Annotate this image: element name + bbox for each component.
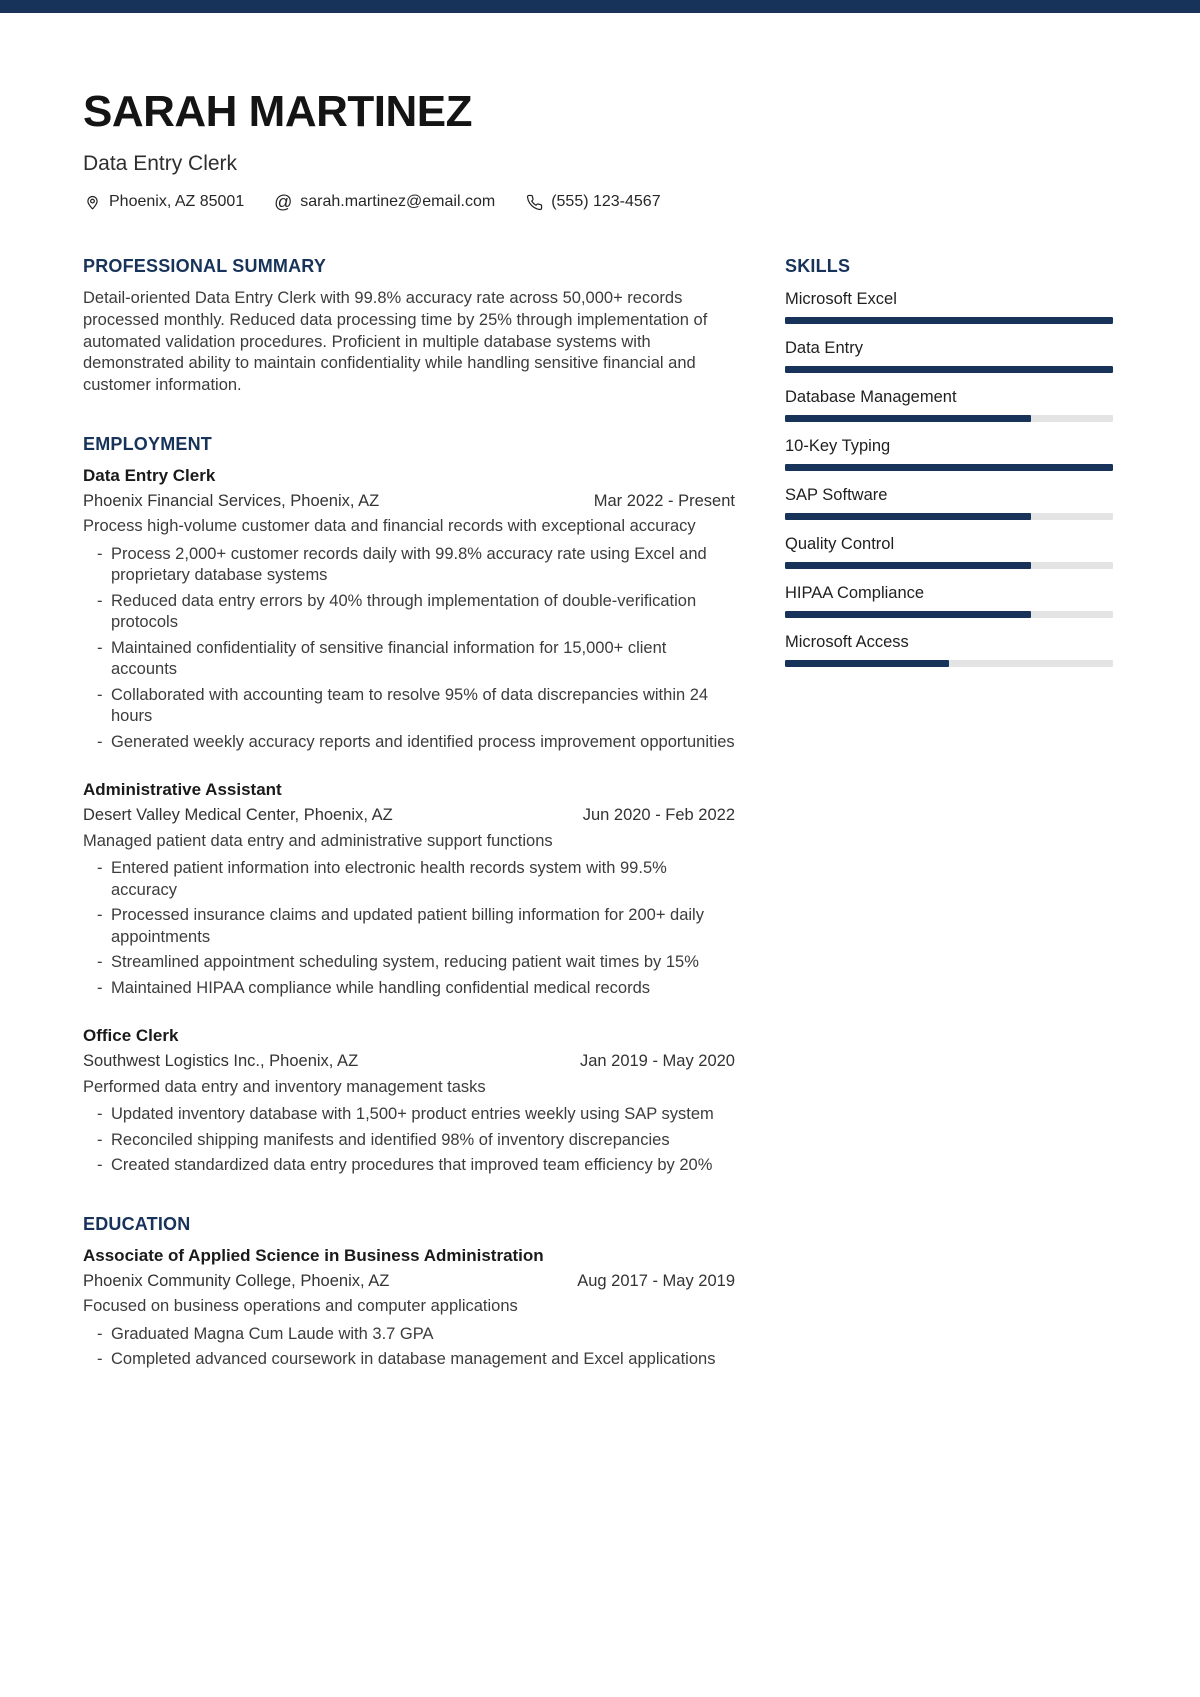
bullet-item — [83, 978, 735, 1000]
contact-item — [274, 193, 495, 211]
skills-list — [785, 289, 1113, 667]
skill-name: HIPAA Compliance — [785, 584, 925, 602]
job-bullet-list — [83, 1104, 735, 1177]
bullet-dash: - — [97, 591, 103, 610]
job-dates: Mar 2022 - Present — [593, 491, 735, 510]
job-entry — [83, 1025, 735, 1177]
resume-header — [0, 13, 1200, 211]
job-dates: Jun 2020 - Feb 2022 — [582, 806, 735, 825]
bullet-item — [83, 952, 735, 974]
summary-text: Detail-oriented Data Entry Clerk with 99.8% accuracy rate across 50,000+ records processed monthly. Reduced data processing time by 25% through implementation of automated validation procedures. Proficient in multiple database systems with demonstrated ability to maintain confidentiality while handling sensitive financial and customer information. — [83, 289, 708, 395]
bullet-item — [83, 1104, 735, 1126]
bullet-text: Created standardized data entry procedures that improved team efficiency by 20% — [111, 1156, 713, 1175]
skill-name: 10-Key Typing — [785, 437, 891, 455]
location-icon — [83, 193, 101, 211]
education-bullet-list — [83, 1324, 735, 1371]
employment-entries — [83, 465, 735, 1177]
skill-name: Database Management — [785, 388, 957, 406]
skill-item — [785, 534, 1113, 569]
bullet-dash: - — [97, 1324, 103, 1343]
bullet-dash: - — [97, 1156, 103, 1175]
bullet-dash: - — [97, 859, 103, 878]
bullet-text: Graduated Magna Cum Laude with 3.7 GPA — [111, 1324, 434, 1343]
job-summary: Managed patient data entry and administrative support functions — [83, 831, 553, 850]
bullet-text: Reduced data entry errors by 40% through implementation of double-verification protocols — [111, 591, 697, 632]
skill-bar-fill — [785, 415, 1031, 422]
bullet-dash: - — [97, 906, 103, 925]
job-entry — [83, 779, 735, 999]
job-entry — [83, 465, 735, 754]
job-summary: Process high-volume customer data and financial records with exceptional accuracy — [83, 517, 696, 536]
skill-bar-fill — [785, 562, 1031, 569]
bullet-text: Generated weekly accuracy reports and identified process improvement opportunities — [111, 732, 735, 751]
bullet-dash: - — [97, 953, 103, 972]
email-icon: @ — [274, 192, 293, 212]
employment-section — [83, 433, 735, 1177]
bullet-text: Maintained confidentiality of sensitive financial information for 15,000+ client accounts — [111, 638, 667, 679]
skill-bar-track — [785, 415, 1113, 422]
top-accent-bar — [0, 0, 1200, 13]
job-org-date-row — [83, 805, 735, 827]
main-column — [83, 255, 735, 1371]
skill-item — [785, 436, 1113, 471]
job-title: Office Clerk — [83, 1026, 179, 1046]
contact-text: (555) 123-4567 — [551, 193, 661, 210]
contact-item — [525, 193, 660, 211]
skill-name: SAP Software — [785, 486, 888, 504]
job-org-date-row — [83, 1051, 735, 1073]
bullet-item — [83, 905, 735, 948]
job-org-date-row — [83, 491, 735, 513]
bullet-item — [83, 638, 735, 681]
skill-name: Data Entry — [785, 339, 863, 357]
skills-sidebar — [785, 255, 1113, 1371]
education-entries — [83, 1245, 735, 1371]
bullet-dash: - — [97, 638, 103, 657]
bullet-text: Process 2,000+ customer records daily with 99.8% accuracy rate using Excel and proprietary database systems — [111, 544, 707, 585]
skill-name: Microsoft Excel — [785, 290, 897, 308]
skill-bar-track — [785, 611, 1113, 618]
education-org-date-row — [83, 1271, 735, 1293]
education-heading: EDUCATION — [83, 1213, 191, 1234]
bullet-item — [83, 1324, 735, 1346]
phone-icon — [525, 193, 543, 211]
summary-heading: PROFESSIONAL SUMMARY — [83, 256, 327, 276]
bullet-text: Maintained HIPAA compliance while handling confidential medical records — [111, 978, 650, 997]
job-bullet-list — [83, 858, 735, 999]
bullet-dash: - — [97, 544, 103, 563]
job-dates: Jan 2019 - May 2020 — [579, 1052, 735, 1071]
bullet-text: Entered patient information into electronic health records system with 99.5% accuracy — [111, 859, 667, 899]
job-title: Data Entry Clerk — [83, 465, 216, 485]
skill-item — [785, 289, 1113, 324]
bullet-dash: - — [97, 1130, 103, 1149]
contact-text: Phoenix, AZ 85001 — [109, 193, 245, 210]
education-section — [83, 1213, 735, 1371]
bullet-dash: - — [97, 732, 103, 751]
skill-bar-fill — [785, 464, 1113, 471]
skill-bar-track — [785, 513, 1113, 520]
skill-bar-fill — [785, 660, 949, 667]
bullet-item — [83, 591, 735, 634]
bullet-text: Completed advanced coursework in database management and Excel applications — [111, 1350, 716, 1369]
skill-bar-track — [785, 366, 1113, 373]
skill-item — [785, 485, 1113, 520]
education-title: Associate of Applied Science in Business Administration — [83, 1245, 544, 1265]
contact-item — [83, 193, 244, 211]
bullet-dash: - — [97, 1350, 103, 1369]
skill-bar-fill — [785, 366, 1113, 373]
job-summary: Performed data entry and inventory management tasks — [83, 1077, 486, 1096]
bullet-text: Collaborated with accounting team to resolve 95% of data discrepancies within 24 hours — [111, 685, 709, 726]
bullet-text: Streamlined appointment scheduling system, reducing patient wait times by 15% — [111, 953, 699, 972]
skill-bar-fill — [785, 317, 1113, 324]
bullet-dash: - — [97, 978, 103, 997]
skill-item — [785, 632, 1113, 667]
bullet-item — [83, 732, 735, 754]
skill-bar-fill — [785, 611, 1031, 618]
skill-bar-track — [785, 464, 1113, 471]
bullet-item — [83, 1130, 735, 1152]
bullet-dash: - — [97, 685, 103, 704]
skill-name: Quality Control — [785, 535, 895, 553]
candidate-name: SARAH MARTINEZ — [83, 87, 472, 136]
job-organization: Desert Valley Medical Center, Phoenix, AZ — [83, 806, 393, 825]
education-summary: Focused on business operations and computer applications — [83, 1297, 518, 1316]
skill-bar-fill — [785, 513, 1031, 520]
skill-item — [785, 583, 1113, 618]
job-title: Administrative Assistant — [83, 780, 282, 800]
contact-text: sarah.martinez@email.com — [300, 193, 496, 210]
education-organization: Phoenix Community College, Phoenix, AZ — [83, 1271, 390, 1290]
skill-bar-track — [785, 317, 1113, 324]
bullet-text: Processed insurance claims and updated patient billing information for 200+ daily appointments — [111, 906, 704, 946]
education-entry — [83, 1245, 735, 1371]
education-dates: Aug 2017 - May 2019 — [577, 1271, 735, 1290]
bullet-item — [83, 858, 735, 901]
skill-item — [785, 387, 1113, 422]
bullet-text: Reconciled shipping manifests and identified 98% of inventory discrepancies — [111, 1130, 670, 1149]
skill-bar-track — [785, 660, 1113, 667]
skills-heading: SKILLS — [785, 256, 851, 276]
bullet-item — [83, 1155, 735, 1177]
job-organization: Southwest Logistics Inc., Phoenix, AZ — [83, 1052, 359, 1071]
bullet-item — [83, 685, 735, 728]
contact-row — [83, 193, 1113, 211]
resume-body — [0, 255, 1200, 1371]
bullet-dash: - — [97, 1105, 103, 1124]
summary-section — [83, 255, 735, 397]
bullet-text: Updated inventory database with 1,500+ product entries weekly using SAP system — [111, 1105, 714, 1124]
skill-name: Microsoft Access — [785, 633, 909, 651]
job-bullet-list — [83, 544, 735, 754]
bullet-item — [83, 1349, 735, 1371]
skill-bar-track — [785, 562, 1113, 569]
bullet-item — [83, 544, 735, 587]
employment-heading: EMPLOYMENT — [83, 433, 213, 454]
job-organization: Phoenix Financial Services, Phoenix, AZ — [83, 491, 380, 510]
skill-item — [785, 338, 1113, 373]
candidate-job-title: Data Entry Clerk — [83, 152, 238, 175]
